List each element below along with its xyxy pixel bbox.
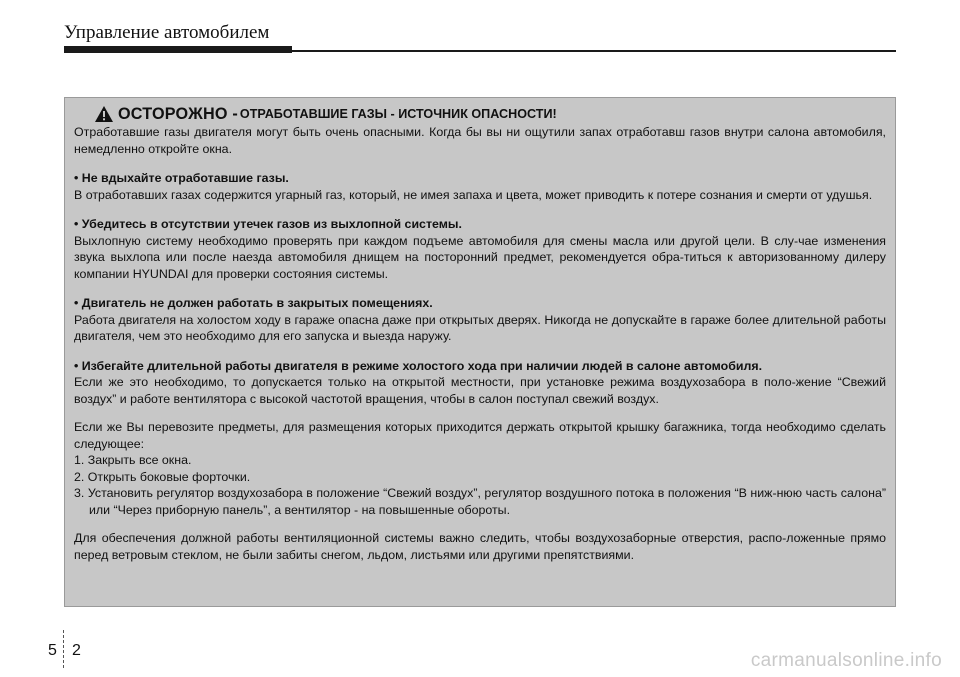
section-text: Если же это необходимо, то допускается только на открытой местности, при установке режима воздухозабора в поло-жение “Свежий воздух” и работе вентилятора с высокой частотой вращения, чтобы в салон поступал свежий воздух. bbox=[74, 375, 886, 406]
header-rule-thin bbox=[292, 50, 896, 52]
warning-title-sub: ОТРАБОТАВШИЕ ГАЗЫ - ИСТОЧНИК ОПАСНОСТИ! bbox=[239, 106, 557, 121]
page-number-page: 2 bbox=[72, 642, 81, 659]
section-text: В отработавших газах содержится угарный газ, который, не имея запаха и цвета, может приводить к потере сознания и смерти от удушья. bbox=[74, 187, 873, 202]
page-number-divider bbox=[63, 630, 64, 668]
section-text: Работа двигателя на холостом ходу в гараже опасна даже при открытых дверях. Никогда не допускайте в гараже более длительной работы двигателя, чем это необходимо для его запуска и выезда наружу. bbox=[74, 312, 886, 343]
page-header-title: Управление автомобилем bbox=[64, 22, 270, 43]
cargo-intro: Если же Вы перевозите предметы, для размещения которых приходится держать открытой крышку багажника, тогда необходимо сделать следующее: bbox=[74, 420, 886, 451]
warning-box bbox=[64, 97, 896, 607]
section-heading: • Избегайте длительной работы двигателя в режиме холостого хода при наличии людей в салоне автомобиля. bbox=[74, 358, 763, 373]
list-item: 1. Закрыть все окна. bbox=[74, 453, 192, 467]
warning-triangle-icon bbox=[94, 105, 114, 123]
section-text: Выхлопную систему необходимо проверять при каждом подъеме автомобиля для смены масла или другой цели. В слу-чае изменения звука выхлопа или после наезда автомобиля днищем на посторонний предмет, рекомендуется обра-титься к авторизованному дилеру компании HYUNDAI для проверки состояния системы. bbox=[74, 233, 886, 281]
header-rule-thick bbox=[64, 46, 292, 53]
warning-intro: Отработавшие газы двигателя могут быть очень опасными. Когда бы вы ни ощутили запах отработавш газов внутри салона автомобиля, немедленно откройте окна. bbox=[74, 125, 886, 156]
section-heading: • Убедитесь в отсутствии утечек газов из выхлопной системы. bbox=[74, 217, 462, 231]
section-heading: • Не вдыхайте отработавшие газы. bbox=[74, 171, 289, 185]
warning-title bbox=[74, 105, 886, 123]
watermark-text: carmanualsonline.info bbox=[750, 650, 942, 671]
list-item: 2. Открыть боковые форточки. bbox=[74, 469, 251, 484]
section-heading: • Двигатель не должен работать в закрытых помещениях. bbox=[74, 296, 433, 310]
closing-paragraph: Для обеспечения должной работы вентиляционной системы важно следить, чтобы воздухозаборные отверстия, распо-ложенные прямо перед ветровым стеклом, не были забиты снегом, льдом, листьями или другими препятствиями. bbox=[74, 531, 886, 562]
warning-title-main: ОСТОРОЖНО - bbox=[118, 104, 238, 123]
page-number-section: 5 bbox=[48, 642, 57, 659]
list-item: 3. Установить регулятор воздухозабора в положение “Свежий воздух”, регулятор воздушного потока в положения “В ниж-нюю часть салона” или “Через приборную панель”, а вентилятор - на повышенные обороты. bbox=[74, 486, 886, 517]
